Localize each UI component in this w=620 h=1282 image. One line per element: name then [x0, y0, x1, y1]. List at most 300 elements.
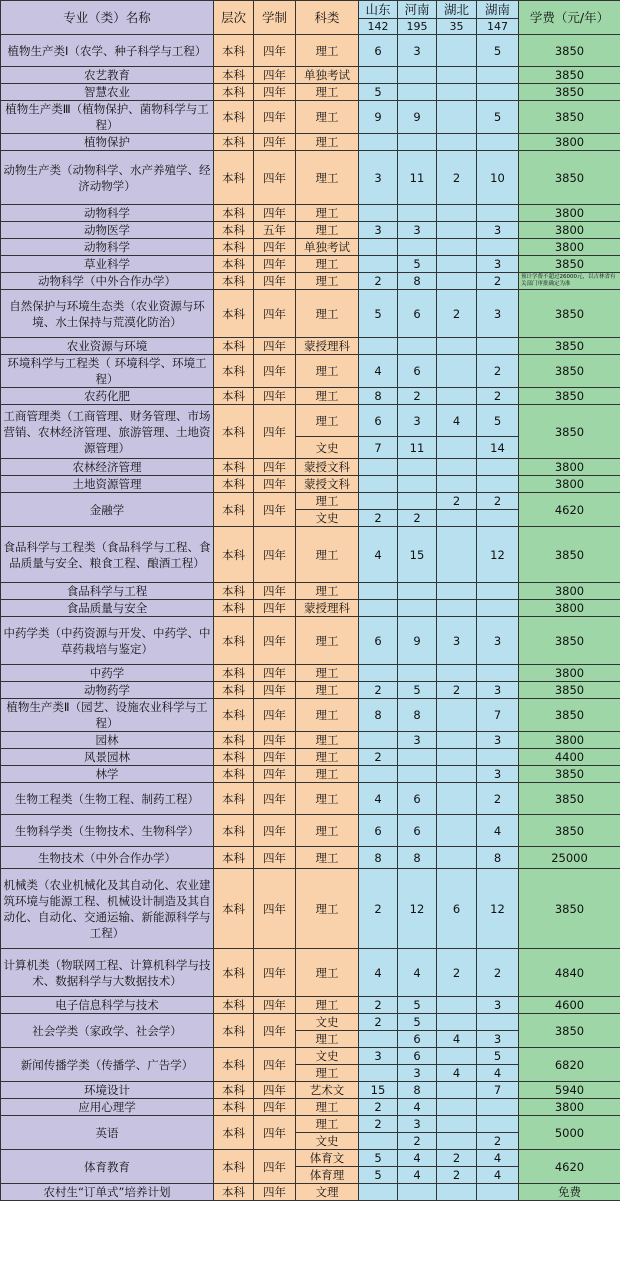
header-total-hunan: 147 — [477, 19, 519, 35]
count-shandong: 2 — [359, 510, 398, 527]
count-hunan — [477, 84, 519, 101]
fee: 预计学费不超过26000元，以吉林省有关部门审批确定为准 — [519, 273, 620, 290]
major-name: 金融学 — [1, 493, 214, 527]
count-hubei — [437, 273, 477, 290]
count-shandong — [359, 1031, 398, 1048]
level: 本科 — [214, 101, 254, 134]
category: 理工 — [296, 665, 359, 682]
table-row — [1, 600, 620, 617]
fee: 3850 — [519, 67, 620, 84]
years: 四年 — [254, 134, 296, 151]
major-name: 自然保护与环境生态类（农业资源与环境、水土保持与荒漠化防治） — [1, 290, 214, 338]
count-hunan — [477, 134, 519, 151]
major-name: 土地资源管理 — [1, 476, 214, 493]
major-name: 植物生产类Ⅲ（植物保护、菌物科学与工程） — [1, 101, 214, 134]
major-name: 食品科学与工程 — [1, 583, 214, 600]
count-shandong — [359, 256, 398, 273]
count-shandong: 7 — [359, 437, 398, 459]
table-row — [1, 493, 620, 510]
count-hunan — [477, 67, 519, 84]
category: 理工 — [296, 134, 359, 151]
fee: 3800 — [519, 222, 620, 239]
count-hubei: 2 — [437, 290, 477, 338]
fee: 3800 — [519, 1099, 620, 1116]
table-row — [1, 35, 620, 67]
major-name: 动物科学（中外合作办学） — [1, 273, 214, 290]
header-fee: 学费（元/年） — [519, 1, 620, 35]
level: 本科 — [214, 405, 254, 459]
count-shandong: 2 — [359, 1116, 398, 1133]
level: 本科 — [214, 1048, 254, 1082]
count-shandong: 3 — [359, 151, 398, 205]
category: 体育文 — [296, 1150, 359, 1167]
count-hubei: 2 — [437, 493, 477, 510]
table-row — [1, 476, 620, 493]
count-hubei — [437, 783, 477, 815]
major-name: 植物保护 — [1, 134, 214, 151]
count-hunan: 8 — [477, 847, 519, 869]
major-name: 机械类（农业机械化及其自动化、农业建筑环境与能源工程、机械设计制造及其自动化、自动化、交通运输、新能源科学与工程） — [1, 869, 214, 949]
count-henan: 3 — [398, 1116, 437, 1133]
header-level: 层次 — [214, 1, 254, 35]
category: 蒙授理科 — [296, 600, 359, 617]
count-henan: 6 — [398, 815, 437, 847]
count-hunan: 2 — [477, 355, 519, 388]
category: 理工 — [296, 869, 359, 949]
count-henan — [398, 84, 437, 101]
count-hunan: 3 — [477, 290, 519, 338]
category: 理工 — [296, 493, 359, 510]
major-name: 英语 — [1, 1116, 214, 1150]
count-shandong: 4 — [359, 783, 398, 815]
years: 四年 — [254, 493, 296, 527]
count-hubei — [437, 1014, 477, 1031]
count-hunan: 3 — [477, 1031, 519, 1048]
table-row — [1, 405, 620, 437]
level: 本科 — [214, 583, 254, 600]
years: 四年 — [254, 527, 296, 583]
category: 蒙授文科 — [296, 459, 359, 476]
fee: 3850 — [519, 783, 620, 815]
count-henan: 5 — [398, 997, 437, 1014]
fee: 3800 — [519, 732, 620, 749]
fee: 3850 — [519, 151, 620, 205]
fee: 3850 — [519, 101, 620, 134]
level: 本科 — [214, 617, 254, 665]
count-hunan: 14 — [477, 437, 519, 459]
table-row — [1, 815, 620, 847]
fee: 3850 — [519, 338, 620, 355]
fee: 5940 — [519, 1082, 620, 1099]
count-hunan — [477, 338, 519, 355]
table-row — [1, 997, 620, 1014]
count-henan: 3 — [398, 35, 437, 67]
category: 理工 — [296, 527, 359, 583]
count-henan — [398, 665, 437, 682]
years: 四年 — [254, 783, 296, 815]
count-shandong — [359, 239, 398, 256]
fee: 3850 — [519, 815, 620, 847]
level: 本科 — [214, 600, 254, 617]
major-name: 动物科学 — [1, 205, 214, 222]
count-hubei: 6 — [437, 869, 477, 949]
years: 四年 — [254, 388, 296, 405]
count-shandong: 4 — [359, 949, 398, 997]
level: 本科 — [214, 355, 254, 388]
fee: 4400 — [519, 749, 620, 766]
level: 本科 — [214, 205, 254, 222]
major-name: 生物科学类（生物技术、生物科学） — [1, 815, 214, 847]
years: 四年 — [254, 749, 296, 766]
years: 四年 — [254, 617, 296, 665]
count-hubei — [437, 338, 477, 355]
count-shandong — [359, 766, 398, 783]
level: 本科 — [214, 1116, 254, 1150]
table-row — [1, 1082, 620, 1099]
level: 本科 — [214, 84, 254, 101]
category: 理工 — [296, 355, 359, 388]
level: 本科 — [214, 1014, 254, 1048]
count-hunan: 7 — [477, 1082, 519, 1099]
count-shandong: 2 — [359, 273, 398, 290]
years: 四年 — [254, 949, 296, 997]
count-shandong — [359, 600, 398, 617]
count-henan — [398, 600, 437, 617]
years: 四年 — [254, 682, 296, 699]
table-row — [1, 1048, 620, 1065]
table-row — [1, 847, 620, 869]
count-henan: 8 — [398, 699, 437, 732]
category: 理工 — [296, 949, 359, 997]
fee: 3800 — [519, 583, 620, 600]
count-shandong: 2 — [359, 1014, 398, 1031]
years: 四年 — [254, 256, 296, 273]
count-shandong — [359, 1065, 398, 1082]
count-hunan: 4 — [477, 815, 519, 847]
count-hubei — [437, 665, 477, 682]
level: 本科 — [214, 222, 254, 239]
category: 理工 — [296, 290, 359, 338]
category: 单独考试 — [296, 239, 359, 256]
major-name: 动物药学 — [1, 682, 214, 699]
count-hubei: 2 — [437, 151, 477, 205]
table-row — [1, 1116, 620, 1133]
level: 本科 — [214, 949, 254, 997]
major-name: 植物生产类Ⅰ（农学、种子科学与工程） — [1, 35, 214, 67]
major-name: 环境科学与工程类（ 环境科学、环境工程） — [1, 355, 214, 388]
category: 理工 — [296, 815, 359, 847]
count-hunan — [477, 583, 519, 600]
count-shandong: 6 — [359, 815, 398, 847]
count-henan — [398, 749, 437, 766]
count-hubei — [437, 732, 477, 749]
level: 本科 — [214, 239, 254, 256]
count-hubei — [437, 1048, 477, 1065]
count-hunan: 3 — [477, 256, 519, 273]
table-row — [1, 355, 620, 388]
fee: 25000 — [519, 847, 620, 869]
count-hubei — [437, 583, 477, 600]
major-name: 体育教育 — [1, 1150, 214, 1184]
count-henan: 8 — [398, 273, 437, 290]
table-row — [1, 527, 620, 583]
table-row — [1, 699, 620, 732]
count-henan: 8 — [398, 1082, 437, 1099]
fee: 3850 — [519, 869, 620, 949]
count-hunan — [477, 600, 519, 617]
count-shandong: 9 — [359, 101, 398, 134]
count-hubei — [437, 1116, 477, 1133]
table-row — [1, 205, 620, 222]
major-name: 农林经济管理 — [1, 459, 214, 476]
level: 本科 — [214, 273, 254, 290]
years: 四年 — [254, 600, 296, 617]
fee: 4600 — [519, 997, 620, 1014]
count-shandong — [359, 1184, 398, 1201]
level: 本科 — [214, 493, 254, 527]
category: 理工 — [296, 405, 359, 437]
years: 四年 — [254, 239, 296, 256]
major-name: 生物技术（中外合作办学） — [1, 847, 214, 869]
count-henan: 11 — [398, 151, 437, 205]
fee: 6820 — [519, 1048, 620, 1082]
count-henan — [398, 239, 437, 256]
table-row — [1, 1150, 620, 1167]
table-row — [1, 869, 620, 949]
years: 四年 — [254, 847, 296, 869]
count-hubei — [437, 699, 477, 732]
count-hunan — [477, 239, 519, 256]
count-henan: 4 — [398, 1167, 437, 1184]
header-name: 专业（类）名称 — [1, 1, 214, 35]
fee: 3850 — [519, 766, 620, 783]
count-hunan: 4 — [477, 1167, 519, 1184]
count-hubei — [437, 997, 477, 1014]
category: 文史 — [296, 1133, 359, 1150]
count-henan: 5 — [398, 1014, 437, 1031]
header-province-hubei: 湖北 — [437, 1, 477, 19]
count-henan: 3 — [398, 405, 437, 437]
category: 体育理 — [296, 1167, 359, 1184]
fee: 5000 — [519, 1116, 620, 1150]
count-hunan — [477, 1014, 519, 1031]
level: 本科 — [214, 290, 254, 338]
level: 本科 — [214, 682, 254, 699]
count-hunan: 2 — [477, 1133, 519, 1150]
count-henan: 3 — [398, 222, 437, 239]
years: 四年 — [254, 766, 296, 783]
count-hubei — [437, 256, 477, 273]
major-name: 风景园林 — [1, 749, 214, 766]
count-hubei: 2 — [437, 949, 477, 997]
fee: 3850 — [519, 1014, 620, 1048]
count-hunan: 5 — [477, 405, 519, 437]
category: 蒙授理科 — [296, 338, 359, 355]
count-shandong — [359, 459, 398, 476]
category: 蒙授文科 — [296, 476, 359, 493]
major-name: 中药学 — [1, 665, 214, 682]
count-shandong: 8 — [359, 388, 398, 405]
major-name: 农艺教育 — [1, 67, 214, 84]
count-hubei: 2 — [437, 1150, 477, 1167]
count-hunan: 7 — [477, 699, 519, 732]
header-province-henan: 河南 — [398, 1, 437, 19]
years: 四年 — [254, 290, 296, 338]
count-shandong: 8 — [359, 699, 398, 732]
count-hunan — [477, 749, 519, 766]
count-henan: 11 — [398, 437, 437, 459]
count-henan — [398, 1184, 437, 1201]
count-hubei — [437, 749, 477, 766]
table-row — [1, 290, 620, 338]
level: 本科 — [214, 134, 254, 151]
count-shandong — [359, 1133, 398, 1150]
category: 理工 — [296, 35, 359, 67]
count-henan: 9 — [398, 101, 437, 134]
count-hunan: 3 — [477, 997, 519, 1014]
category: 单独考试 — [296, 67, 359, 84]
header-total-shandong: 142 — [359, 19, 398, 35]
count-shandong: 2 — [359, 749, 398, 766]
count-hubei — [437, 459, 477, 476]
category: 文史 — [296, 437, 359, 459]
fee: 3850 — [519, 355, 620, 388]
years: 五年 — [254, 222, 296, 239]
level: 本科 — [214, 527, 254, 583]
table-row — [1, 239, 620, 256]
count-shandong — [359, 476, 398, 493]
count-hubei — [437, 1133, 477, 1150]
fee: 免费 — [519, 1184, 620, 1201]
header-province-shandong: 山东 — [359, 1, 398, 19]
count-henan: 6 — [398, 1031, 437, 1048]
count-hunan: 4 — [477, 1150, 519, 1167]
table-body — [1, 1, 620, 1201]
count-shandong: 2 — [359, 682, 398, 699]
major-name: 园林 — [1, 732, 214, 749]
table-row — [1, 732, 620, 749]
major-name: 动物医学 — [1, 222, 214, 239]
fee: 3850 — [519, 682, 620, 699]
fee: 3850 — [519, 256, 620, 273]
count-hubei — [437, 766, 477, 783]
count-henan: 4 — [398, 1099, 437, 1116]
table-row — [1, 151, 620, 205]
count-henan: 2 — [398, 388, 437, 405]
category: 理工 — [296, 732, 359, 749]
fee: 3850 — [519, 617, 620, 665]
count-hubei — [437, 205, 477, 222]
major-name: 食品科学与工程类（食品科学与工程、食品质量与安全、粮食工程、酿酒工程） — [1, 527, 214, 583]
category: 理工 — [296, 783, 359, 815]
level: 本科 — [214, 67, 254, 84]
major-name: 智慧农业 — [1, 84, 214, 101]
count-shandong — [359, 493, 398, 510]
count-hubei: 4 — [437, 1031, 477, 1048]
years: 四年 — [254, 1184, 296, 1201]
major-name: 应用心理学 — [1, 1099, 214, 1116]
count-hubei — [437, 134, 477, 151]
years: 四年 — [254, 665, 296, 682]
fee: 4840 — [519, 949, 620, 997]
years: 四年 — [254, 84, 296, 101]
category: 理工 — [296, 388, 359, 405]
count-shandong — [359, 732, 398, 749]
category: 理工 — [296, 222, 359, 239]
count-hubei — [437, 815, 477, 847]
level: 本科 — [214, 459, 254, 476]
category: 理工 — [296, 749, 359, 766]
fee: 3800 — [519, 476, 620, 493]
table-row — [1, 783, 620, 815]
count-hubei — [437, 437, 477, 459]
count-shandong: 4 — [359, 527, 398, 583]
count-hubei — [437, 388, 477, 405]
count-shandong — [359, 665, 398, 682]
years: 四年 — [254, 405, 296, 459]
years: 四年 — [254, 355, 296, 388]
count-henan: 2 — [398, 510, 437, 527]
count-henan: 4 — [398, 1150, 437, 1167]
count-henan: 5 — [398, 256, 437, 273]
category: 理工 — [296, 617, 359, 665]
level: 本科 — [214, 388, 254, 405]
header-category: 科类 — [296, 1, 359, 35]
count-shandong: 5 — [359, 1167, 398, 1184]
count-shandong: 2 — [359, 997, 398, 1014]
years: 四年 — [254, 869, 296, 949]
count-henan — [398, 459, 437, 476]
major-name: 电子信息科学与技术 — [1, 997, 214, 1014]
count-henan: 3 — [398, 1065, 437, 1082]
years: 四年 — [254, 1099, 296, 1116]
count-hunan: 3 — [477, 222, 519, 239]
table-row — [1, 256, 620, 273]
count-henan: 6 — [398, 355, 437, 388]
count-hubei — [437, 84, 477, 101]
header-row — [1, 1, 620, 19]
table-row — [1, 749, 620, 766]
level: 本科 — [214, 815, 254, 847]
category: 理工 — [296, 699, 359, 732]
count-shandong: 5 — [359, 1150, 398, 1167]
category: 艺术文 — [296, 1082, 359, 1099]
years: 四年 — [254, 699, 296, 732]
count-shandong: 6 — [359, 405, 398, 437]
category: 理工 — [296, 1065, 359, 1082]
count-hubei: 2 — [437, 1167, 477, 1184]
category: 理工 — [296, 847, 359, 869]
years: 四年 — [254, 732, 296, 749]
count-shandong: 6 — [359, 617, 398, 665]
count-hunan: 2 — [477, 493, 519, 510]
category: 文理 — [296, 1184, 359, 1201]
table-row — [1, 134, 620, 151]
fee: 3850 — [519, 35, 620, 67]
years: 四年 — [254, 1116, 296, 1150]
count-hunan — [477, 1116, 519, 1133]
count-henan: 6 — [398, 290, 437, 338]
count-hunan: 3 — [477, 732, 519, 749]
category: 理工 — [296, 1031, 359, 1048]
level: 本科 — [214, 256, 254, 273]
fee: 3800 — [519, 134, 620, 151]
count-hunan: 3 — [477, 766, 519, 783]
table-row — [1, 583, 620, 600]
count-shandong: 8 — [359, 847, 398, 869]
fee: 3800 — [519, 600, 620, 617]
fee: 3800 — [519, 205, 620, 222]
